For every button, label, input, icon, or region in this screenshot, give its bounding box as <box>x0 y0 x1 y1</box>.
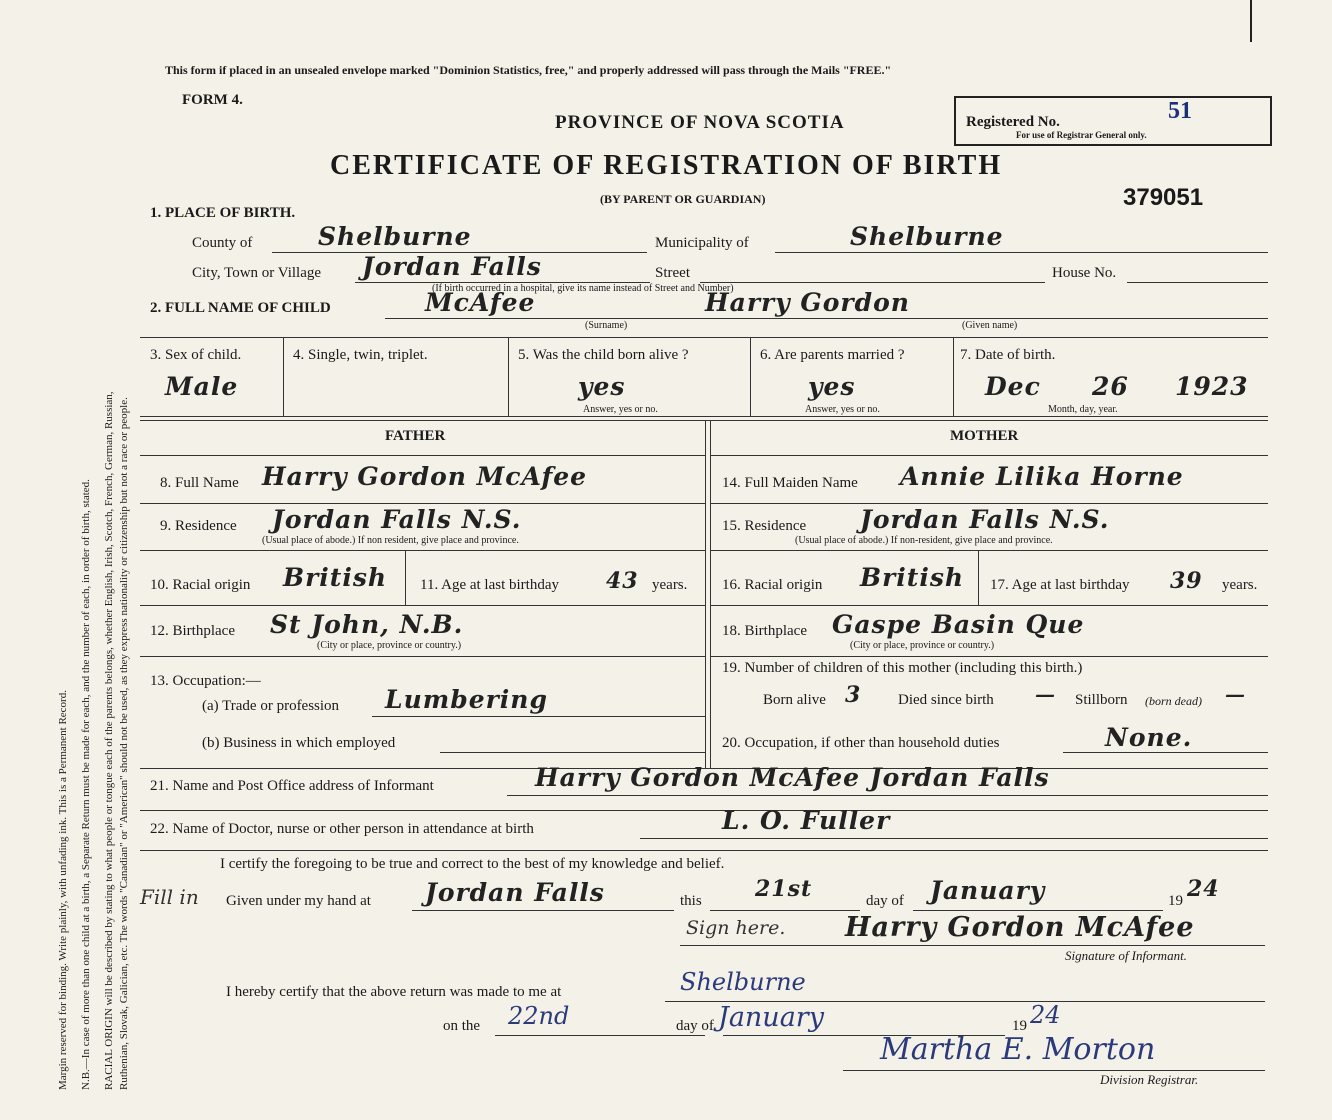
father-residence: Jordan Falls N.S. <box>272 505 522 534</box>
stillborn-label: Stillborn <box>1075 692 1128 708</box>
given-day: 21st <box>755 876 813 902</box>
father-age: 43 <box>606 568 639 594</box>
certificate-subtitle: (BY PARENT OR GUARDIAN) <box>600 192 766 206</box>
registrar-statement: I hereby certify that the above return was made to me at <box>226 984 562 1000</box>
surname-caption: (Surname) <box>585 320 628 331</box>
street-label: Street <box>655 265 690 281</box>
informant-signature: Harry Gordon McAfee <box>845 912 1195 943</box>
mother-birthplace-label: 18. Birthplace <box>722 623 807 639</box>
business-label: (b) Business in which employed <box>202 735 396 751</box>
sex-label: 3. Sex of child. <box>150 347 242 363</box>
city-value: Jordan Falls <box>362 252 542 281</box>
stillborn-value: — <box>1225 682 1246 706</box>
margin-note-multiple-births: N.B.—In case of more than one child at a birth, a Separate Return must be made for each, and the number of each, in order of birth, stated. <box>80 479 92 1090</box>
born-alive-count-label: Born alive <box>763 692 826 708</box>
dob-month: Dec <box>985 372 1041 401</box>
doctor-value: L. O. Fuller <box>722 806 891 835</box>
mother-residence-label: 15. Residence <box>722 518 807 534</box>
father-heading: FATHER <box>385 428 446 444</box>
this-label: this <box>680 893 702 909</box>
certify-statement: I certify the foregoing to be true and correct to the best of my knowledge and belief. <box>220 856 725 872</box>
dob-day: 26 <box>1092 372 1129 401</box>
mother-name-label: 14. Full Maiden Name <box>722 475 858 491</box>
born-alive-value: yes <box>578 372 626 401</box>
margin-note-racial-origin: RACIAL ORIGIN will be described by stating to what people or tongue each of the parents belongs, whether English, Irish, Scotch, French, German, Russian, <box>103 391 115 1090</box>
county-value: Shelburne <box>318 222 472 251</box>
born-alive-count: 3 <box>845 682 862 708</box>
date-of-birth-label: 7. Date of birth. <box>960 347 1056 363</box>
form-number: FORM 4. <box>182 92 243 108</box>
serial-number: 379051 <box>1123 184 1204 211</box>
given-month: January <box>930 876 1046 905</box>
registered-number-note: For use of Registrar General only. <box>1016 130 1147 140</box>
born-alive-label: 5. Was the child born alive ? <box>518 347 689 363</box>
mother-age-label: 17. Age at last birthday <box>990 577 1130 593</box>
municipality-value: Shelburne <box>850 222 1004 251</box>
mother-occupation-label: 20. Occupation, if other than household duties <box>722 735 1000 751</box>
given-year-prefix: 19 <box>1168 893 1183 909</box>
father-residence-label: 9. Residence <box>160 518 237 534</box>
father-birthplace: St John, N.B. <box>270 610 464 639</box>
parents-married-value: yes <box>808 372 856 401</box>
margin-note-binding: Margin reserved for binding. Write plainly, with unfading ink. This is a Permanent Record. <box>57 690 69 1090</box>
sex-value: Male <box>165 372 239 401</box>
mother-age: 39 <box>1170 568 1203 594</box>
mother-heading: MOTHER <box>950 428 1019 444</box>
registered-number-value: 51 <box>1168 98 1192 124</box>
died-since-birth-value: — <box>1035 682 1056 706</box>
registrar-place: Shelburne <box>680 968 806 996</box>
registrar-year-prefix: 19 <box>1012 1018 1027 1034</box>
given-day-of-label: day of <box>866 893 904 909</box>
father-residence-caption: (Usual place of abode.) If non resident, give place and province. <box>262 535 519 546</box>
county-label: County of <box>192 235 253 251</box>
registrar-caption: Division Registrar. <box>1100 1072 1199 1087</box>
parents-married-caption: Answer, yes or no. <box>805 404 880 415</box>
father-years: years. <box>652 577 688 593</box>
house-number-label: House No. <box>1052 265 1117 281</box>
informant-label: 21. Name and Post Office address of Informant <box>150 778 434 794</box>
registrar-year: 24 <box>1030 1001 1061 1029</box>
registrar-signature: Martha E. Morton <box>880 1032 1156 1067</box>
born-alive-caption: Answer, yes or no. <box>583 404 658 415</box>
province-heading: PROVINCE OF NOVA SCOTIA <box>555 112 845 133</box>
informant-value: Harry Gordon McAfee Jordan Falls <box>535 763 1050 792</box>
mother-race-label: 16. Racial origin <box>722 577 823 593</box>
multiple-birth-label: 4. Single, twin, triplet. <box>293 347 428 363</box>
parents-married-label: 6. Are parents married ? <box>760 347 905 363</box>
margin-note-nationality: Ruthenian, Slovak, Galician, etc. The words "Canadian" or "American" should not be used, as they express nationality or citizenship but not a race or people. <box>118 397 130 1090</box>
dob-year: 1923 <box>1175 372 1249 401</box>
given-year: 24 <box>1187 876 1220 902</box>
place-of-birth-label: 1. PLACE OF BIRTH. <box>150 205 296 221</box>
registrar-day: 22nd <box>508 1002 570 1030</box>
child-surname: McAfee <box>425 288 536 317</box>
given-place: Jordan Falls <box>425 878 605 907</box>
trade-value: Lumbering <box>385 685 548 714</box>
father-name-label: 8. Full Name <box>160 475 239 491</box>
registrar-on-label: on the <box>443 1018 481 1034</box>
father-race: British <box>283 563 388 592</box>
father-birthplace-label: 12. Birthplace <box>150 623 235 639</box>
mother-residence: Jordan Falls N.S. <box>860 505 1110 534</box>
hospital-note: (If birth occurred in a hospital, give its name instead of Street and Number) <box>432 283 734 294</box>
informant-signature-caption: Signature of Informant. <box>1065 948 1187 963</box>
died-since-birth-label: Died since birth <box>898 692 994 708</box>
stillborn-note: (born dead) <box>1145 694 1202 708</box>
registered-number-label: Registered No. <box>966 114 1060 130</box>
registrar-month: January <box>718 1002 824 1033</box>
registered-number-box <box>954 96 1272 146</box>
registrar-day-of-label: day of <box>676 1018 714 1034</box>
mother-birthplace-caption: (City or place, province or country.) <box>850 640 995 651</box>
sign-here-note: Sign here. <box>686 917 786 939</box>
doctor-label: 22. Name of Doctor, nurse or other person in attendance at birth <box>150 821 534 837</box>
children-count-label: 19. Number of children of this mother (including this birth.) <box>722 660 1083 676</box>
given-name-caption: (Given name) <box>962 320 1018 331</box>
child-name-label: 2. FULL NAME OF CHILD <box>150 300 331 316</box>
father-age-label: 11. Age at last birthday <box>420 577 559 593</box>
mother-occupation: None. <box>1105 723 1193 752</box>
father-race-label: 10. Racial origin <box>150 577 251 593</box>
child-given-name: Harry Gordon <box>705 288 910 317</box>
municipality-label: Municipality of <box>655 235 749 251</box>
city-label: City, Town or Village <box>192 265 322 281</box>
trade-label: (a) Trade or profession <box>202 698 340 714</box>
mother-birthplace: Gaspe Basin Que <box>832 610 1085 639</box>
mother-name: Annie Lilika Horne <box>900 462 1184 491</box>
mother-years: years. <box>1222 577 1258 593</box>
father-occupation-label: 13. Occupation:— <box>150 673 261 689</box>
mother-race: British <box>860 563 965 592</box>
postal-note: This form if placed in an unsealed envelope marked "Dominion Statistics, free," and properly addressed will pass through the Mails "FREE." <box>165 63 892 77</box>
certificate-title: CERTIFICATE OF REGISTRATION OF BIRTH <box>330 150 1003 181</box>
mother-residence-caption: (Usual place of abode.) If non-resident, give place and province. <box>795 535 1053 546</box>
fill-in-note: Fill in <box>140 885 199 909</box>
father-birthplace-caption: (City or place, province or country.) <box>317 640 462 651</box>
given-under-hand-label: Given under my hand at <box>226 893 371 909</box>
dob-caption: Month, day, year. <box>1048 404 1118 415</box>
father-name: Harry Gordon McAfee <box>262 462 588 491</box>
